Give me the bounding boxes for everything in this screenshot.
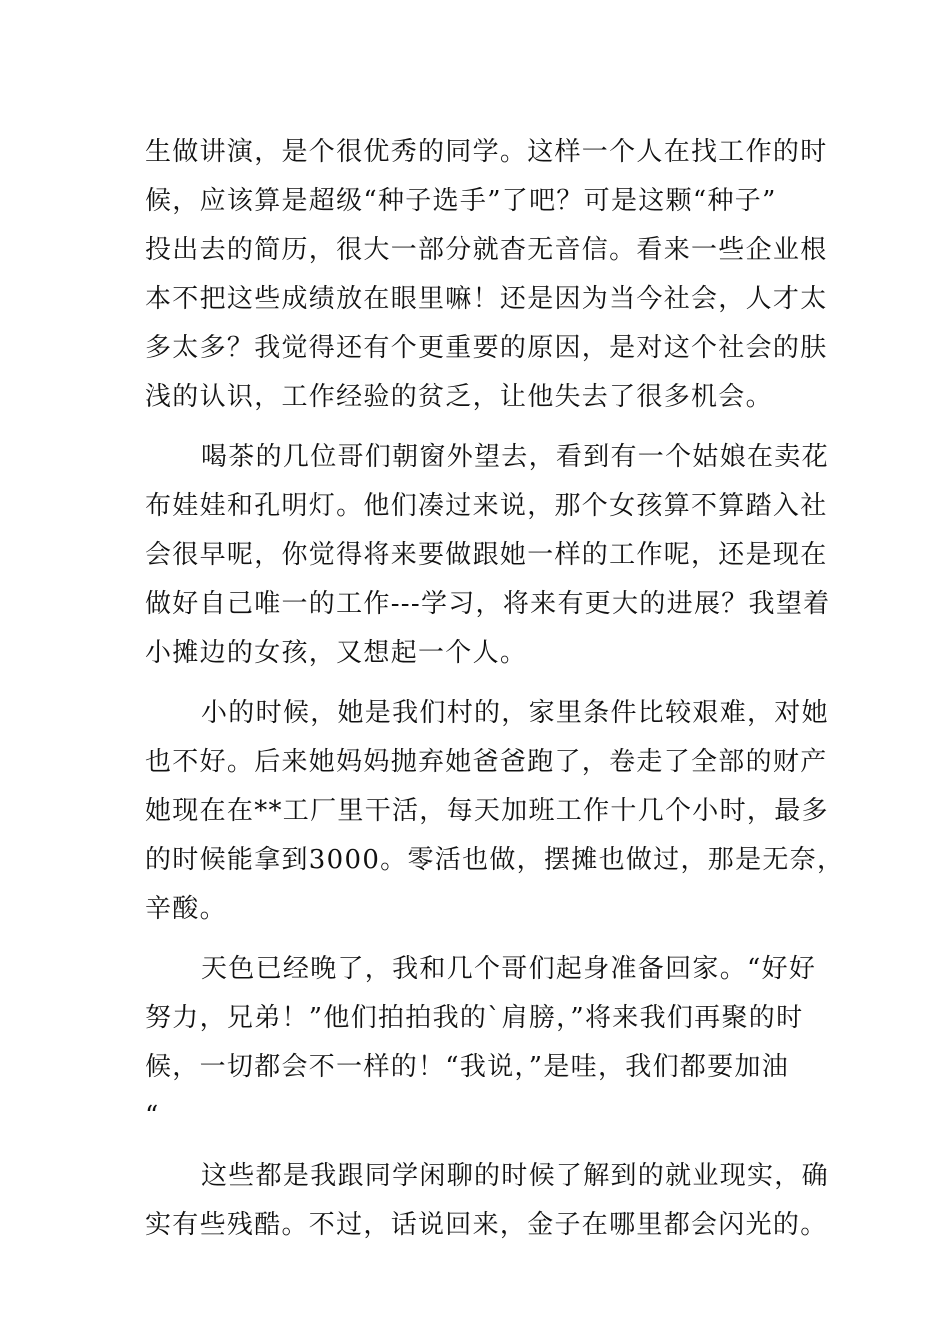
text-line: 小摊边的女孩，又想起一个人。 [145, 638, 528, 668]
paragraph-first-line: 天色已经晚了，我和几个哥们起身准备回家。“好好 [201, 954, 817, 984]
text-line: 实有些残酷。不过，话说回来，金子在哪里都会闪光的。 [145, 1210, 828, 1240]
text-line: 候，一切都会不一样的！“我说，”是哇，我们都要加油 [145, 1052, 790, 1082]
text-line: 候，应该算是超级“种子选手”了吧？可是这颗“种子” [145, 186, 777, 216]
text-line: “ [145, 1101, 160, 1131]
text-line: 的时候能拿到3000。零活也做，摆摊也做过，那是无奈， [145, 845, 845, 875]
text-line: 努力，兄弟！”他们拍拍我的`肩膀，”将来我们再聚的时 [145, 1003, 804, 1033]
paragraph-first-line: 喝茶的几位哥们朝窗外望去，看到有一个姑娘在卖花 [201, 442, 829, 472]
text-line: 浅的认识，工作经验的贫乏，让他失去了很多机会。 [145, 382, 773, 412]
paragraph-first-line: 这些都是我跟同学闲聊的时候了解到的就业现实，确 [201, 1161, 829, 1191]
text-line: 做好自己唯一的工作---学习，将来有更大的进展？我望着 [145, 589, 831, 619]
paragraph-first-line: 小的时候，她是我们村的，家里条件比较艰难，对她 [201, 698, 829, 728]
text-line: 多太多？我觉得还有个更重要的原因，是对这个社会的肤 [145, 333, 828, 363]
body-text [145, 128, 845, 1250]
text-line: 会很早呢，你觉得将来要做跟她一样的工作呢，还是现在 [145, 540, 828, 570]
text-line: 辛酸。 [145, 894, 227, 924]
text-line: 布娃娃和孔明灯。他们凑过来说，那个女孩算不算踏入社 [145, 491, 828, 521]
text-line: 生做讲演，是个很优秀的同学。这样一个人在找工作的时 [145, 137, 828, 167]
text-line: 本不把这些成绩放在眼里嘛！还是因为当今社会，人才太 [145, 284, 828, 314]
text-line: 她现在在**工厂里干活，每天加班工作十几个小时，最多 [145, 796, 829, 826]
text-line: 也不好。后来她妈妈抛弃她爸爸跑了，卷走了全部的财产 [145, 747, 828, 777]
text-line: 投出去的简历，很大一部分就杳无音信。看来一些企业根 [145, 235, 828, 265]
